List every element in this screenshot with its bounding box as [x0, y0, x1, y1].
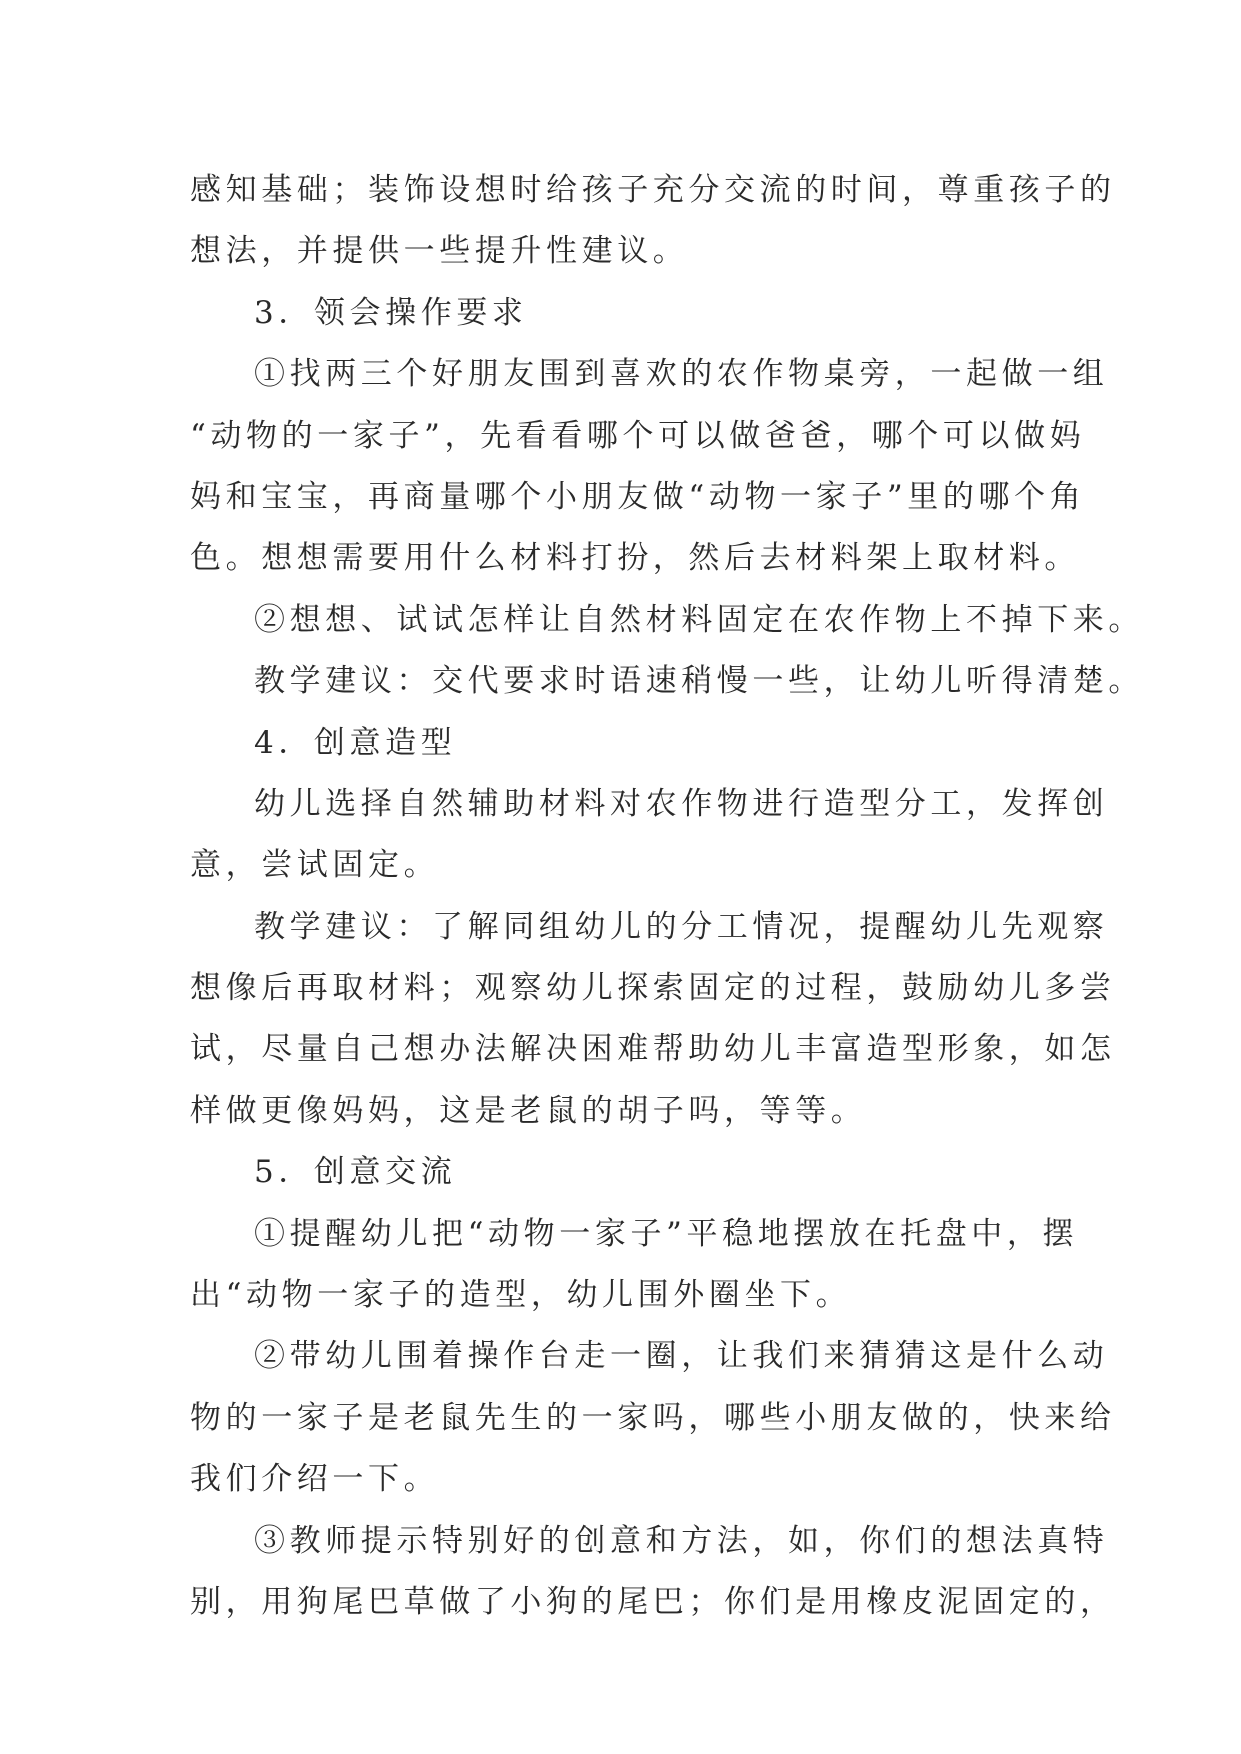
- text-line: ②想想、试试怎样让自然材料固定在农作物上不掉下来。: [254, 601, 1144, 638]
- text-line: 教学建议：交代要求时语速稍慢一些，让幼儿听得清楚。: [254, 663, 1144, 700]
- text-line: “动物的一家子”，先看看哪个可以做爸爸，哪个可以做妈: [190, 417, 1086, 454]
- text-line: 意，尝试固定。: [190, 847, 440, 884]
- text-line: 出“动物一家子的造型，幼儿围外圈坐下。: [190, 1277, 852, 1314]
- text-line: 样做更像妈妈，这是老鼠的胡子吗，等等。: [190, 1092, 867, 1129]
- text-line: 我们介绍一下。: [190, 1461, 440, 1498]
- text-line: 试，尽量自己想办法解决困难帮助幼儿丰富造型形象，如怎: [190, 1031, 1116, 1068]
- text-line: 3．领会操作要求: [254, 294, 528, 331]
- text-line: 物的一家子是老鼠先生的一家吗，哪些小朋友做的，快来给: [190, 1399, 1116, 1436]
- text-line: 幼儿选择自然辅助材料对农作物进行造型分工，发挥创: [254, 785, 1109, 822]
- text-line: 感知基础；装饰设想时给孩子充分交流的时间，尊重孩子的: [190, 172, 1116, 208]
- text-line: ①提醒幼儿把“动物一家子”平稳地摆放在托盘中，摆: [254, 1215, 1079, 1252]
- text-line: ①找两三个好朋友围到喜欢的农作物桌旁，一起做一组: [254, 356, 1109, 393]
- text-line: ③教师提示特别好的创意和方法，如，你们的想法真特: [254, 1522, 1109, 1559]
- document-body: [190, 160, 1144, 1633]
- text-line: 别，用狗尾巴草做了小狗的尾巴；你们是用橡皮泥固定的，: [190, 1583, 1116, 1620]
- text-line: 妈和宝宝，再商量哪个小朋友做“动物一家子”里的哪个角: [190, 478, 1086, 515]
- text-line: 5．创意交流: [254, 1154, 457, 1191]
- text-line: 想法，并提供一些提升性建议。: [190, 233, 689, 270]
- text-line: 想像后再取材料；观察幼儿探索固定的过程，鼓励幼儿多尝: [190, 970, 1116, 1007]
- text-line: 教学建议：了解同组幼儿的分工情况，提醒幼儿先观察: [254, 908, 1109, 945]
- text-line: ②带幼儿围着操作台走一圈，让我们来猜猜这是什么动: [254, 1338, 1109, 1375]
- text-line: 色。想想需要用什么材料打扮，然后去材料架上取材料。: [190, 540, 1080, 577]
- text-line: 4．创意造型: [254, 724, 457, 761]
